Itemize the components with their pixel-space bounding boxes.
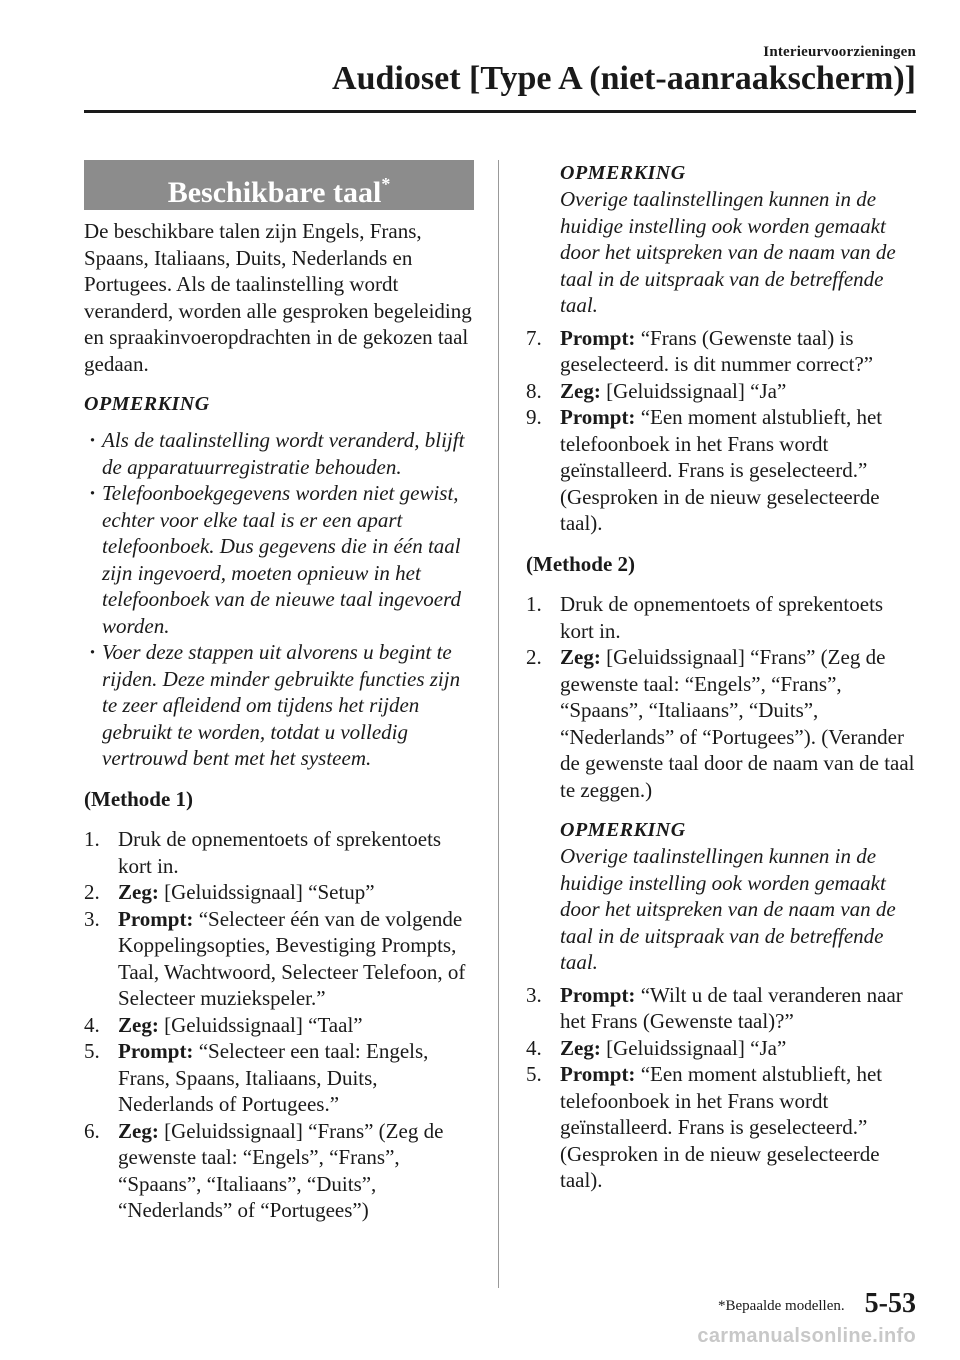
step-label: Prompt: <box>560 405 636 429</box>
header-section-label: Interieurvoorzieningen <box>763 44 916 60</box>
step <box>526 1035 918 1062</box>
step-text: [Geluidssignaal] “Ja” <box>606 378 787 403</box>
step-label: Prompt: <box>560 325 636 350</box>
step-number: 5. <box>526 1062 542 1086</box>
step-number: 4. <box>84 1012 100 1037</box>
step-label: Zeg: <box>560 378 601 403</box>
heading-mark: * <box>381 174 391 194</box>
step <box>84 1012 474 1039</box>
step <box>526 644 918 803</box>
step-label: Prompt: <box>560 982 636 1007</box>
left-column <box>84 160 474 1224</box>
step-label: Prompt: <box>118 906 194 931</box>
note-list <box>84 427 474 772</box>
step <box>526 982 918 1035</box>
step-text: [Geluidssignaal] “Setup” <box>164 880 375 904</box>
section-banner <box>84 160 474 210</box>
step-number: 6. <box>84 1118 100 1143</box>
step <box>84 826 474 879</box>
page-number: 5-53 <box>864 1288 916 1319</box>
watermark: carmanualsonline.info <box>697 1325 916 1347</box>
intro-paragraph: De beschikbare talen zijn Engels, Frans, Spaans, Italiaans, Duits, Nederlands en Portugees. Als de taalinstelling wordt veranderd, worden alle gesproken begeleiding en spraakinvoeropdrachten in de gekozen taal gedaan. <box>84 219 472 376</box>
step <box>526 404 918 537</box>
step <box>84 906 474 1012</box>
step-number: 3. <box>526 982 542 1007</box>
note-text: Overige taalinstellingen kunnen in de huidige instelling ook worden gemaakt door het uitspreken van de naam van de taal in de uitspraak van de betreffende taal. <box>560 187 896 317</box>
step-label: Prompt: <box>560 1062 636 1086</box>
step-number: 2. <box>526 645 542 669</box>
section-heading: Beschikbare taal <box>167 176 382 209</box>
step-number: 3. <box>84 906 100 931</box>
note-item: · Telefoonboekgegevens worden niet gewist, echter voor elke taal is er een apart telefoonboek. Dus gegevens die in één taal zijn ingevoerd, moeten opnieuw in het telefoonboek van de nieuwe taal ingevoerd worden. <box>84 480 474 639</box>
step <box>84 1118 474 1224</box>
step-label: Zeg: <box>560 645 601 669</box>
step-label: Prompt: <box>118 1039 194 1063</box>
step-label: Zeg: <box>118 1012 159 1037</box>
header-rule <box>84 110 916 113</box>
note-text: Overige taalinstellingen kunnen in de huidige instelling ook worden gemaakt door het uitspreken van de naam van de taal in de uitspraak van de betreffende taal. <box>560 844 896 974</box>
footnote: *Bepaalde modellen. <box>718 1298 845 1314</box>
step <box>84 879 474 906</box>
step-text: Druk de opnementoets of sprekentoets kort in. <box>118 827 442 878</box>
step-number: 2. <box>84 880 100 904</box>
step-number: 9. <box>526 405 542 429</box>
note-heading: OPMERKING <box>84 393 210 415</box>
step <box>526 1061 918 1194</box>
page-title: Audioset [Type A (niet-aanraakscherm)] <box>332 60 916 97</box>
step-text: [Geluidssignaal] “Ja” <box>606 1035 787 1060</box>
note-heading: OPMERKING <box>560 819 686 841</box>
right-column <box>526 160 918 1194</box>
step-text: [Geluidssignaal] “Frans” (Zeg de gewenste taal: “Engels”, “Frans”, “Spaans”, “Italiaans”, “Duits”, “Nederlands” of “Portugees”) <box>118 1118 444 1222</box>
step-number: 1. <box>84 827 100 851</box>
step-text: “Een moment alstublieft, het telefoonboek in het Frans wordt geïnstalleerd. Frans is geselecteerd.” (Gesproken in de nieuw geselecteerde taal). <box>560 1062 883 1192</box>
inline-note <box>526 817 918 976</box>
step-number: 7. <box>526 325 542 350</box>
method-1-heading: (Methode 1) <box>84 786 194 811</box>
step-text: “Wilt u de taal veranderen naar het Frans (Gewenste taal)?” <box>560 982 903 1033</box>
step-label: Zeg: <box>118 1118 159 1143</box>
step-text: “Frans (Gewenste taal) is geselecteerd. is dit nummer correct?” <box>560 325 874 376</box>
step-text: Druk de opnementoets of sprekentoets kort in. <box>560 592 884 643</box>
step-text: “Selecteer één van de volgende Koppelingsopties, Bevestiging Prompts, Taal, Wachtwoord, Selecteer Telefoon, of Selecteer muziekspeler.” <box>118 906 466 1010</box>
step <box>526 378 918 405</box>
step-number: 4. <box>526 1035 542 1060</box>
step-text: “Een moment alstublieft, het telefoonboek in het Frans wordt geïnstalleerd. Frans is geselecteerd.” (Gesproken in de nieuw geselecteerde taal). <box>560 405 883 535</box>
step-number: 8. <box>526 378 542 403</box>
step-label: Zeg: <box>560 1035 601 1060</box>
note-item: · Als de taalinstelling wordt veranderd, blijft de apparatuurregistratie behouden. <box>84 427 474 480</box>
note-item: · Voer deze stappen uit alvorens u begint te rijden. Deze minder gebruikte functies zijn te zeer afleidend om tijdens het rijden gebruikt te worden, totdat u volledig vertrouwd bent met het systeem. <box>84 639 474 772</box>
step-label: Zeg: <box>118 880 159 904</box>
step-text: [Geluidssignaal] “Frans” (Zeg de gewenste taal: “Engels”, “Frans”, “Spaans”, “Italiaans”, “Duits”, “Nederlands” of “Portugees”). (Verander de gewenste taal door de naam van de taal te zeggen.) <box>560 645 915 802</box>
column-divider <box>498 160 499 1288</box>
step-text: [Geluidssignaal] “Taal” <box>164 1012 363 1037</box>
method-2-heading: (Methode 2) <box>526 551 636 576</box>
step-text: “Selecteer een taal: Engels, Frans, Spaans, Italiaans, Duits, Nederlands of Portugees.” <box>118 1039 429 1116</box>
step <box>526 325 918 378</box>
note-heading: OPMERKING <box>560 162 686 184</box>
step <box>84 1038 474 1118</box>
step-number: 5. <box>84 1039 100 1063</box>
inline-note <box>526 160 918 319</box>
step-number: 1. <box>526 592 542 616</box>
step <box>526 591 918 644</box>
